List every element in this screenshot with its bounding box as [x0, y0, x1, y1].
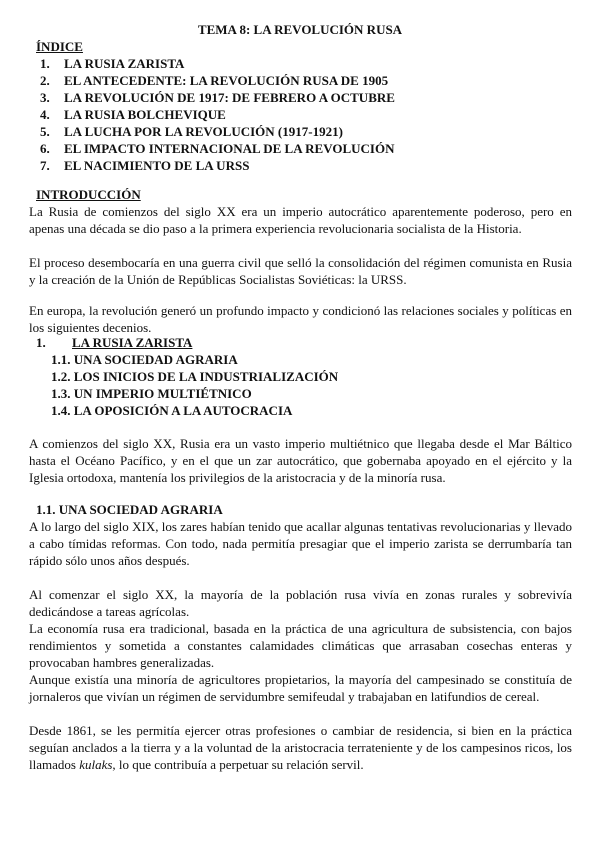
section-1-paragraph: A comienzos del siglo XX, Rusia era un vasto imperio multiétnico que llegaba desde el Mar Báltico hasta el Océano Pacífico, y en el que un zar autocrático, que gobernaba apoyado en el ejército y la Iglesia ortodoxa, mantenía los privilegios de la aristocracia y de la minoría rusa.	[29, 436, 572, 485]
intro-paragraph-2: El proceso desembocaría en una guerra civil que selló la consolidación del régimen comunista en Rusia y la creación de la Unión de Repúblicas Socialistas Soviéticas: la URSS.	[29, 255, 572, 287]
toc-item	[40, 89, 560, 106]
subtopic-item: 1.1. UNA SOCIEDAD AGRARIA	[51, 352, 238, 367]
subtopic-item: 1.2. LOS INICIOS DE LA INDUSTRIALIZACIÓN	[51, 369, 339, 384]
toc-item	[40, 123, 560, 140]
toc-number: 1.	[40, 56, 50, 71]
section-title: LA RUSIA ZARISTA	[72, 335, 193, 350]
subsection-1-1-heading: 1.1. UNA SOCIEDAD AGRARIA	[36, 502, 223, 517]
toc-item	[40, 55, 560, 72]
toc-item	[40, 140, 560, 157]
table-of-contents	[40, 55, 560, 174]
paragraph-text: Desde 1861, se les permitía ejercer otras profesiones o cambiar de residencia, si bien en la práctica seguían anclados a la tierra y a la voluntad de la aristocracia terrateniente y de los campesinos ricos, los llamados	[29, 723, 572, 772]
toc-label: LA REVOLUCIÓN DE 1917: DE FEBRERO A OCTUBRE	[64, 90, 395, 105]
toc-item	[40, 106, 560, 123]
toc-number: 7.	[40, 158, 50, 173]
subsection-paragraph-2: Al comenzar el siglo XX, la mayoría de la población rusa vivía en zonas rurales y sobrevivía dedicándose a tareas agrícolas.	[29, 587, 572, 619]
intro-paragraph-3: En europa, la revolución generó un profundo impacto y condicionó las relaciones sociales y políticas en los siguientes decenios.	[29, 303, 572, 335]
toc-item	[40, 72, 560, 89]
index-heading: ÍNDICE	[36, 39, 83, 54]
toc-label: LA LUCHA POR LA REVOLUCIÓN (1917-1921)	[64, 124, 343, 139]
section-number: 1.	[36, 335, 46, 350]
paragraph-text: , lo que contribuía a perpetuar su relación servil.	[112, 757, 364, 772]
toc-label: LA RUSIA BOLCHEVIQUE	[64, 107, 226, 122]
toc-number: 3.	[40, 90, 50, 105]
toc-number: 5.	[40, 124, 50, 139]
subsection-paragraph-5	[29, 722, 572, 773]
toc-label: EL IMPACTO INTERNACIONAL DE LA REVOLUCIÓN	[64, 141, 395, 156]
subsection-paragraph-3: La economía rusa era tradicional, basada en la práctica de una agricultura de subsistencia, con bajos rendimientos y sometida a constantes calamidades climáticas que arrasaban cosechas enteras y provocaban hambres generalizadas.	[29, 621, 572, 670]
subtopic-item: 1.4. LA OPOSICIÓN A LA AUTOCRACIA	[51, 403, 293, 418]
section-1-subtopics	[51, 351, 338, 419]
subsection-paragraph-1: A lo largo del siglo XIX, los zares habían tenido que acallar algunas tentativas revolucionarias y llevado a cabo tímidas reformas. Con todo, nada permitía presagiar que el imperio zarista se derrumbaría tan rápido sólo unos años después.	[29, 519, 572, 568]
toc-label: EL ANTECEDENTE: LA REVOLUCIÓN RUSA DE 1905	[64, 73, 389, 88]
subsection-paragraph-4: Aunque existía una minoría de agricultores propietarios, la mayoría del campesinado se constituía de jornaleros que vivían un régimen de servidumbre semifeudal y trabajaban en latifundios de cereal.	[29, 672, 572, 704]
section-1-heading	[36, 334, 192, 351]
italic-term: kulaks	[79, 757, 113, 772]
toc-label: LA RUSIA ZARISTA	[64, 56, 185, 71]
document-title: TEMA 8: LA REVOLUCIÓN RUSA	[197, 22, 403, 37]
intro-paragraph-1: La Rusia de comienzos del siglo XX era un imperio autocrático aparentemente poderoso, pero en apenas una década se dio paso a la primera experiencia revolucionaria socialista de la Historia.	[29, 204, 572, 236]
toc-number: 6.	[40, 141, 50, 156]
toc-number: 2.	[40, 73, 50, 88]
toc-label: EL NACIMIENTO DE LA URSS	[64, 158, 250, 173]
toc-number: 4.	[40, 107, 50, 122]
subtopic-item: 1.3. UN IMPERIO MULTIÉTNICO	[51, 386, 252, 401]
toc-item	[40, 157, 560, 174]
introduction-heading: INTRODUCCIÓN	[36, 187, 141, 202]
